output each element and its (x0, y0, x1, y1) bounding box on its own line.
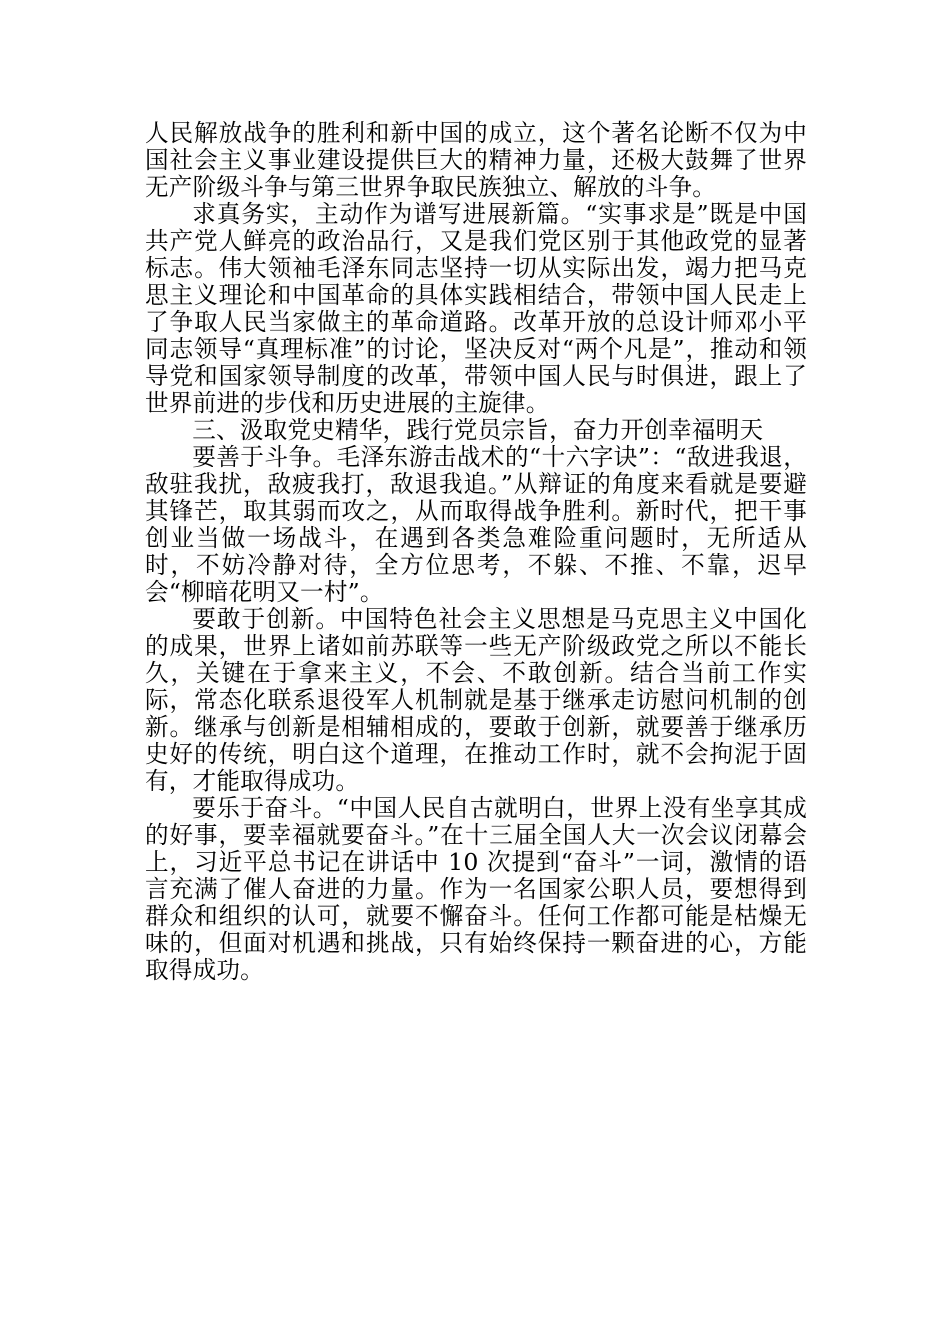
paragraph-dare-to-innovate: 要敢于创新。中国特色社会主义思想是马克思主义中国化的成果，世界上诸如前苏联等一些无产阶级政党之所以不能长久，关键在于拿来主义，不会、不敢创新。结合当前工作实际，常态化联系退役军人机制就是基于继承走访慰问机制的创新。继承与创新是相辅相成的，要敢于创新，就要善于继承历史好的传统，明白这个道理，在推动工作时，就不会拘泥于固有，才能取得成功。 (145, 605, 807, 795)
paragraph-continuation: 人民解放战争的胜利和新中国的成立，这个著名论断不仅为中国社会主义事业建设提供巨大的精神力量，还极大鼓舞了世界无产阶级斗争与第三世界争取民族独立、解放的斗争。 (145, 119, 807, 201)
section-heading-three: 三、汲取党史精华，践行党员宗旨，奋力开创幸福明天 (192, 416, 764, 444)
paragraph-happy-to-strive: 要乐于奋斗。“中国人民自古就明白，世界上没有坐享其成的好事，要幸福就要奋斗。”在十三届全国人大一次会议闭幕会上，习近平总书记在讲话中 10 次提到“奋斗”一词，激情的语言充满了催人奋进的力量。作为一名国家公职人员，要想得到群众和组织的认可，就要不懈奋斗。任何工作都可能是枯燥无味的，但面对机遇和挑战，只有始终保持一颗奋进的心，方能取得成功。 (145, 794, 807, 984)
paragraph-good-at-struggle: 要善于斗争。毛泽东游击战术的“十六字诀”：“敌进我退，敌驻我扰，敌疲我打，敌退我追。”从辩证的角度来看就是要避其锋芒，取其弱而攻之，从而取得战争胜利。新时代，把干事创业当做一场战斗，在遇到各类急难险重问题时，无所适从时，不妨冷静对待，全方位思考，不躲、不推、不靠，迟早会“柳暗花明又一村”。 (145, 443, 807, 606)
paragraph-seeking-truth: 求真务实，主动作为谱写进展新篇。“实事求是”既是中国共产党人鲜亮的政治品行，又是我们党区别于其他政党的显著标志。伟大领袖毛泽东同志坚持一切从实际出发，竭力把马克思主义理论和中国革命的具体实践相结合，带领中国人民走上了争取人民当家做主的革命道路。改革开放的总设计师邓小平同志领导“真理标准”的讨论，坚决反对“两个凡是”，推动和领导党和国家领导制度的改革，带领中国人民与时俱进，跟上了世界前进的步伐和历史进展的主旋律。 (145, 200, 807, 417)
document-body (145, 120, 807, 984)
